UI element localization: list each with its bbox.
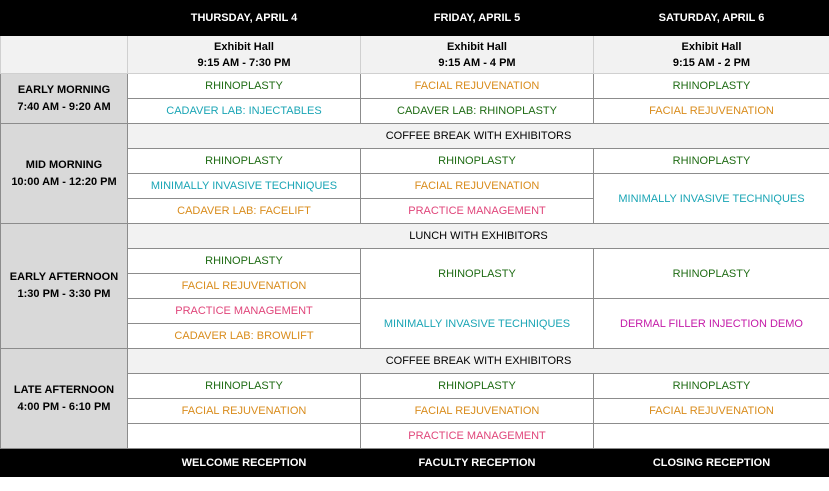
corner-cell [1, 1, 128, 36]
session-cell: CADAVER LAB: FACELIFT [128, 199, 361, 224]
session-cell: RHINOPLASTY [361, 374, 594, 399]
block-time: 7:40 AM - 9:20 AM [17, 100, 111, 113]
session-cell: CADAVER LAB: INJECTABLES [128, 99, 361, 124]
session-cell: RHINOPLASTY [361, 149, 594, 174]
reception-saturday: CLOSING RECEPTION [594, 449, 829, 477]
footer-corner-cell [1, 449, 128, 477]
empty-cell [128, 424, 361, 449]
lunch-banner: LUNCH WITH EXHIBITORS [128, 224, 829, 249]
table-row [1, 124, 829, 149]
day-header-thursday: THURSDAY, APRIL 4 [128, 1, 361, 36]
session-cell: FACIAL REJUVENATION [361, 399, 594, 424]
block-label-early-morning [1, 74, 128, 124]
session-cell: RHINOPLASTY [128, 374, 361, 399]
day-header-saturday: SATURDAY, APRIL 6 [594, 1, 829, 36]
session-cell: CADAVER LAB: RHINOPLASTY [361, 99, 594, 124]
block-label-mid-morning [1, 124, 128, 224]
session-cell: PRACTICE MANAGEMENT [128, 299, 361, 324]
session-cell: PRACTICE MANAGEMENT [361, 424, 594, 449]
session-cell: RHINOPLASTY [128, 149, 361, 174]
exhibit-hall-thursday [128, 36, 361, 74]
coffee-break-banner: COFFEE BREAK WITH EXHIBITORS [128, 349, 829, 374]
table-row [1, 224, 829, 249]
block-time: 4:00 PM - 6:10 PM [17, 400, 111, 413]
exhibit-hall-row [1, 36, 829, 74]
table-row [1, 349, 829, 374]
day-header-friday: FRIDAY, APRIL 5 [361, 1, 594, 36]
session-cell: RHINOPLASTY [361, 249, 594, 299]
session-cell: PRACTICE MANAGEMENT [361, 199, 594, 224]
block-time: 10:00 AM - 12:20 PM [11, 175, 117, 188]
session-cell: MINIMALLY INVASIVE TECHNIQUES [594, 174, 829, 224]
reception-row [1, 449, 829, 477]
session-cell: RHINOPLASTY [594, 74, 829, 99]
block-time: 1:30 PM - 3:30 PM [17, 288, 111, 300]
hall-corner-cell [1, 36, 128, 74]
session-cell: RHINOPLASTY [128, 249, 361, 274]
hall-hours: 9:15 AM - 7:30 PM [197, 56, 291, 69]
session-cell: FACIAL REJUVENATION [594, 99, 829, 124]
block-label-late-afternoon [1, 349, 128, 449]
hall-hours: 9:15 AM - 2 PM [672, 56, 751, 69]
hall-label: Exhibit Hall [214, 40, 274, 53]
session-cell: RHINOPLASTY [594, 374, 829, 399]
block-name: EARLY MORNING [17, 83, 111, 96]
block-name: LATE AFTERNOON [13, 383, 115, 396]
session-cell: CADAVER LAB: BROWLIFT [128, 324, 361, 349]
session-cell: FACIAL REJUVENATION [594, 399, 829, 424]
block-label-early-afternoon [1, 224, 128, 349]
session-cell: FACIAL REJUVENATION [361, 74, 594, 99]
session-cell: FACIAL REJUVENATION [361, 174, 594, 199]
block-name: EARLY AFTERNOON [9, 271, 119, 283]
day-header-row [1, 1, 829, 36]
session-cell: MINIMALLY INVASIVE TECHNIQUES [361, 299, 594, 349]
session-cell: MINIMALLY INVASIVE TECHNIQUES [128, 174, 361, 199]
coffee-break-banner: COFFEE BREAK WITH EXHIBITORS [128, 124, 829, 149]
reception-thursday: WELCOME RECEPTION [128, 449, 361, 477]
session-cell: FACIAL REJUVENATION [128, 399, 361, 424]
session-cell: DERMAL FILLER INJECTION DEMO [594, 299, 829, 349]
empty-cell [594, 424, 829, 449]
session-cell: FACIAL REJUVENATION [128, 274, 361, 299]
exhibit-hall-friday [361, 36, 594, 74]
table-row [1, 74, 829, 99]
session-cell: RHINOPLASTY [594, 149, 829, 174]
hall-label: Exhibit Hall [681, 40, 742, 53]
session-cell: RHINOPLASTY [594, 249, 829, 299]
session-cell: RHINOPLASTY [128, 74, 361, 99]
hall-hours: 9:15 AM - 4 PM [438, 56, 516, 69]
block-name: MID MORNING [25, 158, 103, 171]
exhibit-hall-saturday [594, 36, 829, 74]
hall-label: Exhibit Hall [447, 40, 507, 53]
reception-friday: FACULTY RECEPTION [361, 449, 594, 477]
